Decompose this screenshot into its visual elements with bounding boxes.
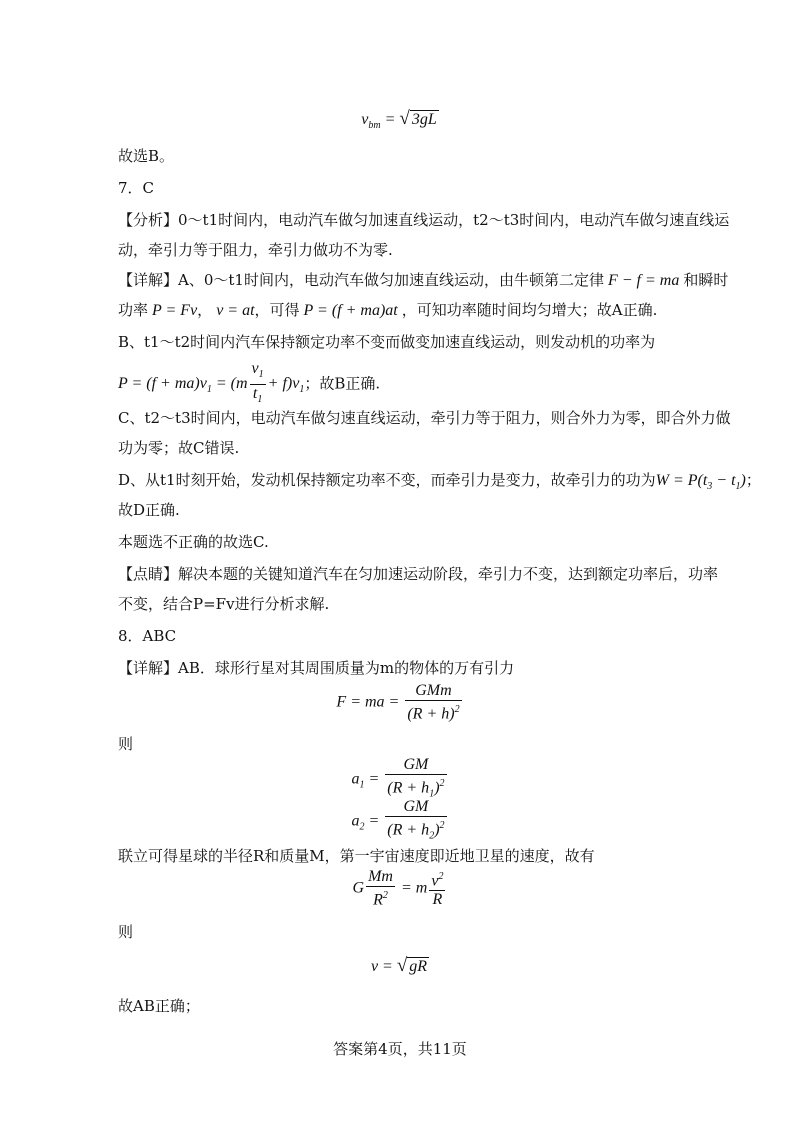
q7-number: 7．C — [118, 179, 155, 197]
analysis-tag: 【分析】 — [118, 211, 179, 229]
q8-detail-line1: 【详解】AB．球形行星对其周围质量为m的物体的万有引力 — [118, 659, 515, 677]
q7-detail-b-line2: $P = (f + ma)v_1 = (m$ $\frac{v_1}{t_1}$ + $f)v_1$；故B正确. — [118, 360, 381, 406]
equation-gravity: G $\frac{Mm}{R^2}$ = m $\frac{v^2}{R}$ — [352, 868, 444, 909]
q7-detail-a-line2: 功率 P = Fv， v = at，可得 P = (f + ma)at ，可知功率随时间均匀增大；故A正确. — [118, 301, 658, 319]
q6-conclusion: 故选B。 — [118, 147, 175, 165]
comment-tag: 【点睛】 — [118, 565, 179, 583]
equation-v: v = √ gR — [370, 955, 428, 976]
q7-detail-c-line2: 功为零；故C错误. — [118, 439, 240, 457]
q7-summary: 本题选不正确的故选C. — [118, 533, 269, 551]
q7-analysis-line2: 动，牵引力等于阻力，牵引力做功不为零. — [118, 241, 393, 259]
detail-tag: 【详解】 — [118, 659, 179, 677]
equation-vbm: $v_{bm}$ = √ 3gL — [361, 108, 437, 132]
page-footer: 答案第4页，共11页 — [333, 1040, 467, 1058]
q7-comment-line2: 不变，结合P=Fv进行分析求解. — [118, 595, 330, 613]
q7-detail-c-line1: C、t2～t3时间内，电动汽车做匀速直线运动，牵引力等于阻力，则合外力为零，即合外力做 — [118, 409, 731, 427]
q7-detail-d-line1: D、从t1时刻开始，发动机保持额定功率不变，而牵引力是变力，故牵引力的功为$W = P(t_3 - t_1)$； — [118, 471, 761, 493]
equation-a1: $a_1$ = $\frac{GM}{(R + h_1)^2}$ — [351, 756, 445, 800]
q7-analysis-line1: 【分析】0～t1时间内，电动汽车做匀加速直线运动，t2～t3时间内，电动汽车做匀速直线运 — [118, 211, 730, 229]
q8-number: 8．ABC — [118, 627, 177, 645]
q7-detail-d-line2: 故D正确. — [118, 501, 180, 519]
equation-a2: $a_2$ = $\frac{GM}{(R + h_2)^2}$ — [351, 798, 445, 842]
q8-conclusion: 故AB正确； — [118, 997, 200, 1015]
q8-line2: 联立可得星球的半径R和质量M，第一宇宙速度即近地卫星的速度，故有 — [118, 847, 595, 865]
q8-then2: 则 — [118, 923, 134, 941]
q7-detail-b-line1: B、t1～t2时间内汽车保持额定功率不变而做变加速直线运动，则发动机的功率为 — [118, 333, 656, 351]
q8-then1: 则 — [118, 735, 134, 753]
detail-tag: 【详解】 — [118, 271, 179, 289]
q7-comment-line1: 【点睛】解决本题的关键知道汽车在匀加速运动阶段，牵引力不变，达到额定功率后，功率 — [118, 565, 719, 583]
q7-detail-a-line1: 【详解】A、0～t1时间内，电动汽车做匀加速直线运动，由牛顿第二定律 F − f = ma 和瞬时 — [118, 271, 729, 289]
equation-force: F = ma = $\frac{\text{GMm}}{(R + h)^2}$ — [336, 682, 460, 723]
